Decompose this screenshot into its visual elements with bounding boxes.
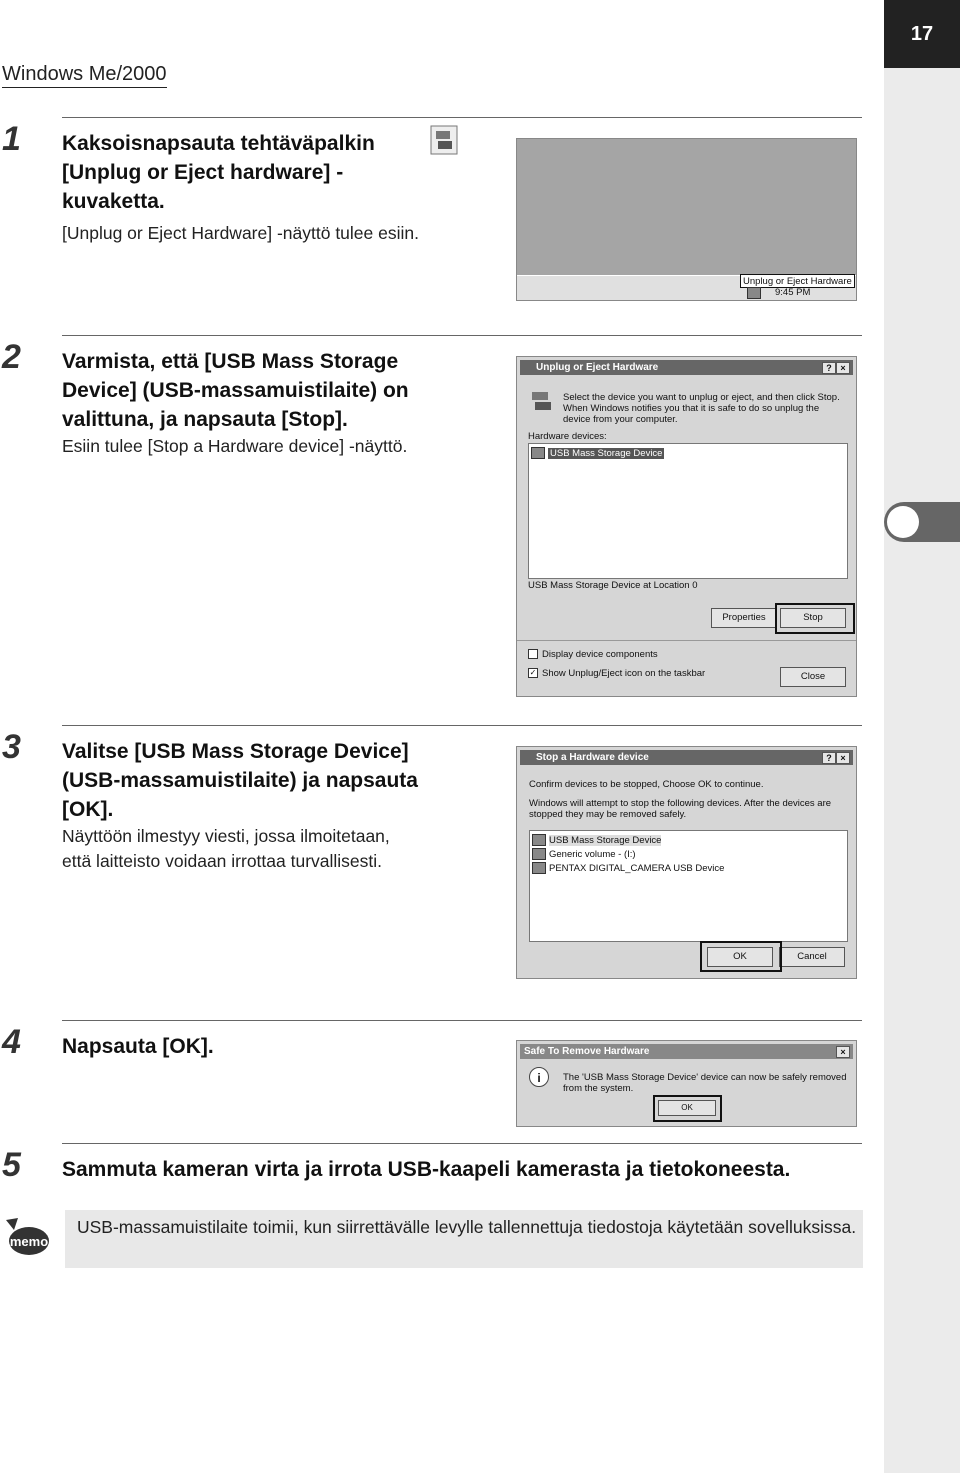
step-1-instruction: [62, 129, 375, 216]
camera-device-icon: [532, 862, 546, 874]
step-3-result: [62, 824, 390, 874]
ok-button[interactable]: OK: [707, 947, 773, 967]
checkbox-display-components[interactable]: [528, 649, 658, 660]
list-item[interactable]: [532, 848, 636, 861]
section-title: Windows Me/2000: [2, 63, 167, 88]
unplug-eject-dialog: [516, 356, 857, 697]
step-number: 3: [2, 728, 20, 766]
stop-button[interactable]: Stop: [780, 608, 846, 628]
hardware-devices-list[interactable]: [528, 443, 848, 579]
page-number: 17: [884, 0, 960, 68]
unplug-eject-icon: [430, 125, 458, 155]
list-item-label: Generic volume - (I:): [549, 849, 636, 860]
help-button[interactable]: ?: [822, 362, 836, 374]
step-3-result-line: että laitteisto voidaan irrottaa turvallisesti.: [62, 851, 383, 871]
help-button[interactable]: ?: [822, 752, 836, 764]
close-icon[interactable]: ×: [836, 752, 850, 764]
step-number: 2: [2, 338, 20, 376]
step-5-instruction: Sammuta kameran virta ja irrota USB-kaapeli kamerasta ja tietokoneesta.: [62, 1158, 791, 1181]
dialog-titlebar: [520, 360, 853, 375]
drive-icon: [532, 848, 546, 860]
tooltip: Unplug or Eject Hardware: [740, 274, 855, 288]
tray-eject-icon[interactable]: [747, 287, 761, 299]
info-icon: i: [529, 1067, 549, 1087]
close-button[interactable]: Close: [780, 667, 846, 687]
stop-warning-text: Windows will attempt to stop the following devices. After the devices are stopped they may be removed safely.: [529, 798, 832, 820]
list-item[interactable]: [532, 834, 661, 847]
step-4-instruction: Napsauta [OK].: [62, 1035, 214, 1058]
dialog-title: Unplug or Eject Hardware: [536, 362, 659, 373]
step-number: 1: [2, 120, 20, 158]
device-location: USB Mass Storage Device at Location 0: [528, 580, 698, 591]
ok-highlight: [653, 1095, 722, 1122]
hardware-devices-label: Hardware devices:: [528, 431, 607, 442]
step-rule: [62, 117, 862, 118]
usb-device-icon: [532, 834, 546, 846]
step-2-line: Device] (USB-massamuistilaite) on: [62, 379, 409, 402]
memo-icon: [4, 1216, 50, 1258]
step-3-line: (USB-massamuistilaite) ja napsauta: [62, 769, 418, 792]
dialog-title: Safe To Remove Hardware: [524, 1046, 650, 1057]
step-3-line: [OK].: [62, 798, 114, 821]
step-rule: [62, 1143, 862, 1144]
step-rule: [62, 335, 862, 336]
cancel-button[interactable]: Cancel: [779, 947, 845, 967]
checkbox-icon: [528, 649, 538, 659]
stop-hardware-dialog: [516, 746, 857, 979]
dialog-title: Stop a Hardware device: [536, 752, 649, 763]
memo-label: memo: [9, 1234, 49, 1249]
step-rule: [62, 725, 862, 726]
step-3-result-line: Näyttöön ilmestyy viesti, jossa ilmoitetaan,: [62, 826, 390, 846]
safe-remove-message: The 'USB Mass Storage Device' device can now be safely removed from the system.: [563, 1072, 847, 1094]
properties-button[interactable]: Properties: [711, 608, 777, 628]
device-eject-icon: [529, 389, 553, 413]
ok-button[interactable]: OK: [658, 1100, 716, 1116]
stop-highlight: [775, 603, 855, 634]
step-2-line: valittuna, ja napsauta [Stop].: [62, 408, 348, 431]
step-rule: [62, 1020, 862, 1021]
list-item[interactable]: [531, 447, 664, 459]
step-1-line: Kaksoisnapsauta tehtäväpalkin: [62, 132, 375, 155]
step-number: 5: [2, 1146, 20, 1184]
list-item-label: USB Mass Storage Device: [549, 835, 662, 846]
step-2-line: Varmista, että [USB Mass Storage: [62, 350, 399, 373]
taskbar-clock: 9:45 PM: [775, 287, 811, 298]
checkbox-checked-icon: ✓: [529, 668, 537, 678]
ok-highlight: [700, 941, 782, 972]
right-margin-rail: [884, 0, 960, 1473]
close-icon[interactable]: ×: [836, 362, 850, 374]
step-2-result: Esiin tulee [Stop a Hardware device] -näyttö.: [62, 436, 408, 456]
step-1-line: [Unplug or Eject hardware] -: [62, 161, 344, 184]
safe-to-remove-dialog: [516, 1040, 857, 1127]
checkbox-label: Show Unplug/Eject icon on the taskbar: [542, 668, 706, 679]
confirm-text: Confirm devices to be stopped, Choose OK to continue.: [529, 779, 764, 790]
dialog-titlebar: [520, 750, 853, 765]
step-1-line: kuvaketta.: [62, 190, 165, 213]
checkbox-show-taskbar-icon[interactable]: [528, 668, 705, 679]
step-number: 4: [2, 1023, 20, 1061]
list-item-label: PENTAX DIGITAL_CAMERA USB Device: [549, 863, 725, 874]
close-icon[interactable]: ×: [836, 1046, 850, 1058]
step-3-line: Valitse [USB Mass Storage Device]: [62, 740, 409, 763]
screenshot-taskbar: [516, 138, 857, 301]
device-tree-list[interactable]: [529, 830, 848, 942]
step-2-instruction: [62, 347, 409, 434]
step-3-instruction: [62, 737, 418, 824]
list-item[interactable]: [532, 862, 724, 875]
checkbox-label: Display device components: [542, 649, 658, 660]
memo-text: USB-massamuistilaite toimii, kun siirrettävälle levylle tallennettuja tiedostoja käytetään sovelluksissa.: [77, 1217, 857, 1237]
step-1-result: [Unplug or Eject Hardware] -näyttö tulee esiin.: [62, 223, 419, 243]
chapter-tab-circle: [887, 506, 919, 538]
dialog-description: Select the device you want to unplug or eject, and then click Stop. When Windows notifies you that it is safe to do so unplug the device from your computer.: [563, 392, 840, 425]
list-item-label: USB Mass Storage Device: [550, 447, 663, 459]
dialog-titlebar: [520, 1044, 853, 1059]
usb-device-icon: [531, 447, 545, 459]
